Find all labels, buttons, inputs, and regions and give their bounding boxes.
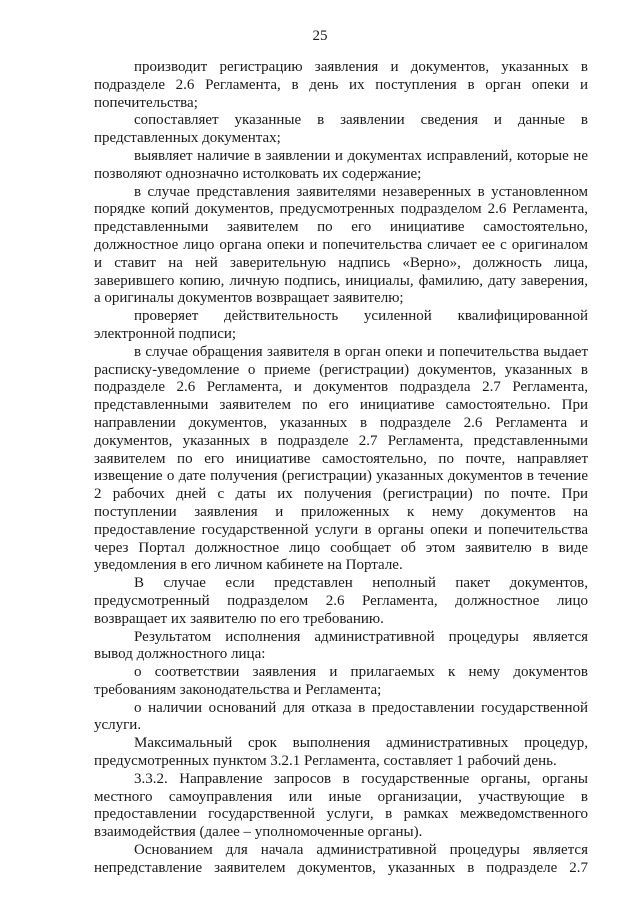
paragraph-corrections: выявляет наличие в заявлении и документах исправлений, которые не позволяют однозначно истолковать их содержание; bbox=[94, 147, 588, 182]
paragraph-max-duration: Максимальный срок выполнения административных процедур, предусмотренных пунктом 3.2.1 Регламента, составляет 1 рабочий день. bbox=[94, 735, 588, 770]
paragraph-receipt-notice: в случае обращения заявителя в орган опеки и попечительства выдает расписку-уведомление о приеме (регистрации) документов, указанных в подразделе 2.6 Регламента, и документов подраздела 2.7 Регламента, представленными заявителем по его инициативе самостоятельно. При направлении документов, указанных в подразделе 2.6 Регламента и документов, указанных в подразделе 2.7 Регламента, представленными заявителем по его инициативе самостоятельно, по почте, направляет извещение о дате получения (регистрации) указанных документов в течение 2 рабочих дней с даты их получения (регистрации) по почте. При поступлении заявления и приложенных к нему документов на предоставление государственной услуги в органы опеки и попечительства через Портал должностное лицо сообщает об этом заявителю в виде уведомления в его личном кабинете на Портале. bbox=[94, 343, 588, 574]
paragraph-procedure-basis: Основанием для начала административной процедуры является непредставление заявителем документов, указанных в подразделе 2.7 bbox=[94, 842, 588, 876]
page-number: 25 bbox=[312, 28, 328, 44]
paragraph-registration: производит регистрацию заявления и документов, указанных в подразделе 2.6 Регламента, в день их поступления в орган опеки и попечительства; bbox=[94, 59, 588, 111]
document-body bbox=[94, 59, 588, 878]
paragraph-compliance: о соответствии заявления и прилагаемых к нему документов требованиям законодательства и Регламента; bbox=[94, 664, 588, 698]
paragraph-uncertified-copies: в случае представления заявителями незаверенных в установленном порядке копий документов, предусмотренных подразделом 2.6 Регламента, представленными заявителем по его инициативе самостоятельно, должностное лицо органа опеки и попечительства сличает ее с оригиналом и ставит на ней заверительную надпись «Верно», должность лица, заверившего копию, личную подпись, инициалы, фамилию, дату заверения, а оригиналы документов возвращает заявителю; bbox=[94, 183, 588, 307]
paragraph-signature-check: проверяет действительность усиленной квалифицированной электронной подписи; bbox=[94, 308, 588, 342]
paragraph-incomplete-package: В случае если представлен неполный пакет документов, предусмотренный подразделом 2.6 Регламента, должностное лицо возвращает их заявителю по его требованию. bbox=[94, 575, 588, 627]
paragraph-compare-data: сопоставляет указанные в заявлении сведения и данные в представленных документах; bbox=[94, 112, 588, 147]
paragraph-procedure-result: Результатом исполнения административной процедуры является вывод должностного лица: bbox=[94, 628, 588, 663]
paragraph-refusal-grounds: о наличии оснований для отказа в предоставлении государственной услуги. bbox=[94, 699, 588, 734]
paragraph-section-3-3-2: 3.3.2. Направление запросов в государственные органы, органы местного самоуправления или иные организации, участвующие в предоставлении государственной услуги, в рамках межведомственного взаимодействия (далее – уполномоченные органы). bbox=[94, 770, 588, 841]
